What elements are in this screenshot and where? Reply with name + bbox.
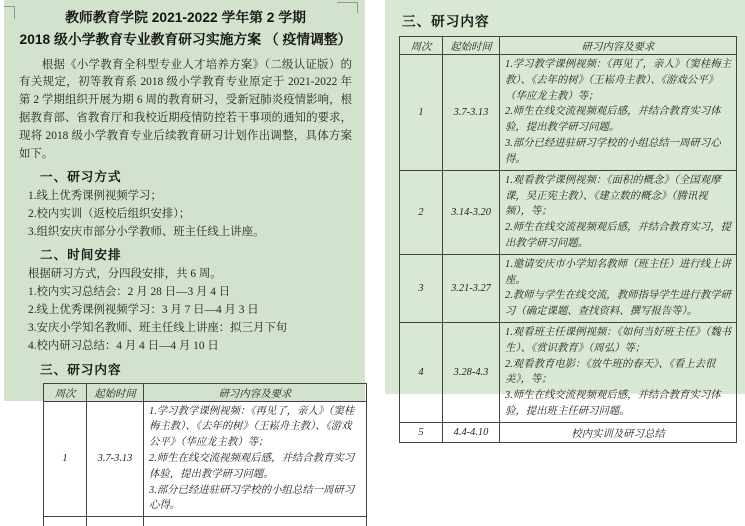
document-title-line1: 教师教育学院 2021-2022 学年第 2 学期 <box>19 7 352 29</box>
crop-mark-top-right-v <box>357 2 358 13</box>
cell-week <box>44 517 87 526</box>
table-row <box>400 55 737 171</box>
section2-intro: 根据研习方式，分四段安排，共 6 周。 <box>28 265 352 283</box>
cell-time: 3.28-4.3 <box>443 323 500 423</box>
header-start-time: 起始时间 <box>87 383 144 401</box>
cell-week: 4 <box>400 323 443 423</box>
cell-content <box>500 323 737 423</box>
cell-week: 1 <box>400 55 443 171</box>
left-content-table <box>43 383 367 526</box>
table-row <box>400 422 737 442</box>
cell-time: 3.14-3.20 <box>443 170 500 254</box>
cell-time: 3.7-3.13 <box>443 55 500 171</box>
section1-item: 2.校内实训（返校后组织安排）； <box>28 205 352 223</box>
table-row <box>400 323 737 423</box>
cell-time <box>87 517 144 526</box>
table-header-row <box>400 37 737 55</box>
header-start-time: 起始时间 <box>443 37 500 55</box>
table-row <box>400 170 737 254</box>
cell-week: 5 <box>400 422 443 442</box>
section1-heading: 一、研习方式 <box>40 166 352 185</box>
intro-paragraph: 根据《小学教育全科型专业人才培养方案》（二级认证版）的有关规定，初等教育系 2018 级小学教育专业原定于 2021-2022 年第 2 学期组织开展为期 6 周的教育研习，受新冠肺炎疫情影响，根据教育部、省教育厅和我校近期疫情防控若干事项的通知的要求，现将 2018 级小学教育专业后续教育研习计划作出调整，具体方案如下。 <box>19 57 352 164</box>
content-line: 3.部分已经进驻研习学校的小组总结一周研习心得。 <box>149 483 361 515</box>
crop-mark-top-left-v <box>14 6 15 19</box>
cell-content <box>144 401 367 517</box>
content-line: 3.师生在线交流视频观后感，并结合教育实习体验，提出班主任研习问题。 <box>505 388 731 420</box>
cell-content <box>144 517 367 526</box>
content-line: 3.部分已经进驻研习学校的小组总结一周研习心得。 <box>505 136 731 168</box>
cell-week: 3 <box>400 254 443 322</box>
content-line: 2.师生在线交流视频观后感，并结合教育实习体验，提出教学研习问题。 <box>505 104 731 136</box>
content-line: 2.师生在线交流视频观后感，并结合教育实习，提出教学研习问题。 <box>505 220 731 252</box>
document-title-line2: 2018 级小学教育专业教育研习实施方案 （ 疫情调整） <box>19 29 352 51</box>
table-row <box>400 254 737 322</box>
section1-item: 3.组织安庆市部分小学教师、班主任线上讲座。 <box>28 223 352 241</box>
section2-item: 1.校内实习总结会：2 月 28 日—3 月 4 日 <box>28 283 352 301</box>
cell-content <box>500 55 737 171</box>
header-content: 研习内容及要求 <box>500 37 737 55</box>
header-week: 周次 <box>44 383 87 401</box>
cell-week: 1 <box>44 401 87 517</box>
crop-mark-top-right-h <box>337 2 358 3</box>
section2-heading: 二、时间安排 <box>40 244 352 263</box>
content-line: 1.邀请安庆市小学知名教师（班主任）进行线上讲座。 <box>505 257 731 289</box>
table-row-clipped <box>44 517 367 526</box>
cell-time: 3.21-3.27 <box>443 254 500 322</box>
table-row <box>44 401 367 517</box>
content-line: 1.学习教学课例视频：《再见了，亲人》（窦桂梅主教）、《去年的树》（王崧舟主教）、《游戏公平》（华应龙主教）等； <box>505 57 731 104</box>
cell-content: 校内实训及研习总结 <box>500 422 737 442</box>
content-line: 2.观看教育电影：《放牛班的春天》、《看上去很美》，等； <box>505 357 731 389</box>
left-page <box>4 0 365 401</box>
cell-content <box>500 254 737 322</box>
cell-content <box>500 170 737 254</box>
content-line: 2.教师与学生在线交流，教师指导学生进行教学研习（确定课题、查找资料、撰写报告等）。 <box>505 288 731 320</box>
table-header-row <box>44 383 367 401</box>
cell-week: 2 <box>400 170 443 254</box>
header-week: 周次 <box>400 37 443 55</box>
section2-item: 4.校内研习总结：4 月 4 日—4 月 10 日 <box>28 337 352 355</box>
cell-time: 3.7-3.13 <box>87 401 144 517</box>
section2-item: 3.安庆小学知名教师、班主任线上讲座：拟三月下旬 <box>28 319 352 337</box>
right-page <box>385 0 745 394</box>
header-content: 研习内容及要求 <box>144 383 367 401</box>
cell-time: 4.4-4.10 <box>443 422 500 442</box>
section2-item: 2.线上优秀课例视频学习：3 月 7 日—4 月 3 日 <box>28 301 352 319</box>
section1-item: 1.线上优秀课例视频学习； <box>28 187 352 205</box>
content-line: 2.师生在线交流视频观后感，并结合教育实习体验，提出教学研习问题。 <box>149 451 361 483</box>
content-line: 1.观看班主任课例视频：《如何当好班主任》（魏书生）、《赏识教育》（周弘）等； <box>505 325 731 357</box>
content-line: 1.学习教学课例视频：《再见了，亲人》（窦桂梅主教）、《去年的树》（王崧舟主教）、《游戏公平》（华应龙主教）等； <box>149 404 361 451</box>
content-line: 1.观看教学课例视频：《面积的概念》（全国观摩课，吴正宪主教）、《建立数的概念》（腾讯视频），等； <box>505 173 731 220</box>
right-content-table <box>399 36 737 443</box>
section3-heading: 三、研习内容 <box>40 359 352 378</box>
section3-heading-right: 三、研习内容 <box>402 10 737 30</box>
